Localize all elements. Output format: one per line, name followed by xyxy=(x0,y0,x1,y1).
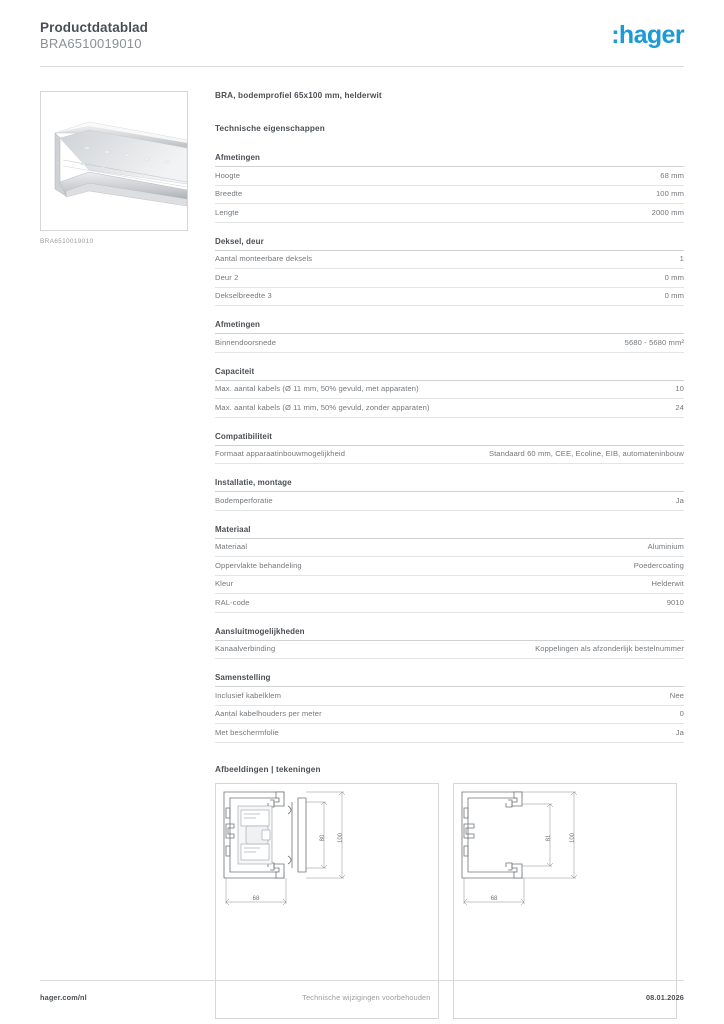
product-image-column xyxy=(40,91,190,245)
dim-width-label: 68 xyxy=(490,895,498,902)
dim-total-height-label: 100 xyxy=(338,832,344,843)
page-footer xyxy=(40,980,684,1002)
technical-properties-heading: Technische eigenschappen xyxy=(215,124,325,133)
spec-value: 0 mm xyxy=(664,272,684,282)
spec-label: RAL-code xyxy=(215,597,250,607)
spec-group xyxy=(215,237,684,307)
spec-row xyxy=(215,641,684,660)
spec-group-title: Aansluitmogelijkheden xyxy=(215,627,684,641)
spec-group-title: Afmetingen xyxy=(215,320,684,334)
spec-label: Bodemperforatie xyxy=(215,495,273,505)
footer-date: 08.01.2026 xyxy=(645,993,684,1002)
spec-row xyxy=(215,706,684,725)
spec-row xyxy=(215,399,684,418)
spec-group xyxy=(215,367,684,418)
spec-value: Ja xyxy=(675,727,684,737)
product-name: BRA, bodemprofiel 65x100 mm, helderwit xyxy=(215,91,382,100)
hager-logo: :hager xyxy=(611,21,684,49)
dim-inner-height-label: 81 xyxy=(546,834,552,841)
spec-label: Aantal kabelhouders per meter xyxy=(215,709,322,718)
footer-disclaimer: Technische wijzigingen voorbehouden xyxy=(302,993,431,1002)
footer-website-link[interactable]: hager.com/nl xyxy=(40,993,87,1002)
spec-row xyxy=(215,594,684,613)
spec-label: Dekselbreedte 3 xyxy=(215,291,272,300)
spec-group xyxy=(215,153,684,223)
spec-label: Deur 2 xyxy=(215,272,239,282)
spec-label: Kanaalverbinding xyxy=(215,644,276,653)
spec-group xyxy=(215,525,684,613)
spec-value: Standaard 60 mm, CEE, Ecoline, EIB, automateninbouw xyxy=(488,449,684,458)
spec-value: 10 xyxy=(675,384,684,393)
spec-value: 5680 - 5680 mm² xyxy=(624,337,684,347)
drawings-heading: Afbeeldingen | tekeningen xyxy=(215,764,321,774)
spec-row xyxy=(215,724,684,743)
spec-group xyxy=(215,478,684,511)
dim-width-label: 68 xyxy=(252,895,260,902)
spec-label: Hoogte xyxy=(215,170,241,180)
spec-row xyxy=(215,186,684,205)
spec-row xyxy=(215,334,684,353)
spec-value: 0 xyxy=(679,709,684,718)
spec-value: Poedercoating xyxy=(633,560,684,570)
spec-row xyxy=(215,687,684,706)
spec-value: 9010 xyxy=(666,597,684,607)
spec-label: Formaat apparaatinbouwmogelijkheid xyxy=(215,449,346,458)
spec-value: Nee xyxy=(669,690,684,700)
spec-group-title: Samenstelling xyxy=(215,673,684,687)
spec-group-title: Compatibiliteit xyxy=(215,432,684,446)
spec-value: 100 mm xyxy=(655,189,684,198)
spec-group xyxy=(215,627,684,660)
spec-label: Lengte xyxy=(215,207,239,217)
spec-group-title: Afmetingen xyxy=(215,153,684,167)
content-area xyxy=(40,67,684,1019)
spec-row xyxy=(215,204,684,223)
spec-value: Aluminium xyxy=(647,542,684,551)
product-photo-caption: BRA6510019010 xyxy=(40,238,94,245)
spec-label: Materiaal xyxy=(215,542,248,551)
spec-row xyxy=(215,576,684,595)
spec-row xyxy=(215,269,684,288)
spec-label: Max. aantal kabels (Ø 11 mm, 50% gevuld, met apparaten) xyxy=(215,384,419,393)
spec-label: Max. aantal kabels (Ø 11 mm, 50% gevuld, zonder apparaten) xyxy=(215,402,430,412)
product-photo xyxy=(40,91,188,231)
dim-total-height-label: 100 xyxy=(570,832,576,843)
specifications-column xyxy=(190,91,684,1019)
spec-label: Binnendoorsnede xyxy=(215,337,277,347)
spec-group xyxy=(215,432,684,465)
spec-row xyxy=(215,446,684,465)
spec-group xyxy=(215,673,684,743)
product-reference: BRA6510019010 xyxy=(40,36,142,51)
spec-label: Met beschermfolie xyxy=(215,727,279,737)
spec-value: Helderwit xyxy=(651,579,684,588)
spec-group-title: Capaciteit xyxy=(215,367,684,381)
spec-value: 0 mm xyxy=(664,291,684,300)
spec-row xyxy=(215,557,684,576)
spec-value: Ja xyxy=(675,495,684,505)
spec-label: Aantal monteerbare deksels xyxy=(215,254,313,263)
spec-label: Kleur xyxy=(215,579,234,588)
spec-group-title: Deksel, deur xyxy=(215,237,684,251)
dim-inner-height-label: 80 xyxy=(320,834,326,841)
header-titles xyxy=(40,20,148,52)
spec-group-title: Materiaal xyxy=(215,525,684,539)
page-title: Productdatablad xyxy=(40,20,149,35)
spec-value: 2000 mm xyxy=(651,207,684,217)
spec-label: Inclusief kabelklem xyxy=(215,690,282,700)
spec-value: 68 mm xyxy=(660,170,684,180)
spec-group-title: Installatie, montage xyxy=(215,478,684,492)
spec-row xyxy=(215,288,684,307)
spec-row xyxy=(215,492,684,511)
spec-label: Oppervlakte behandeling xyxy=(215,560,302,570)
spec-row xyxy=(215,251,684,270)
spec-label: Breedte xyxy=(215,189,243,198)
spec-row xyxy=(215,167,684,186)
spec-group xyxy=(215,320,684,353)
spec-row xyxy=(215,539,684,558)
spec-value: 1 xyxy=(679,254,684,263)
spec-row xyxy=(215,381,684,400)
spec-value: 24 xyxy=(675,402,684,412)
spec-value: Koppelingen als afzonderlijk bestelnummer xyxy=(535,644,684,653)
product-photo-graphic xyxy=(41,92,187,230)
page-header xyxy=(40,0,684,52)
specification-groups xyxy=(215,153,684,743)
